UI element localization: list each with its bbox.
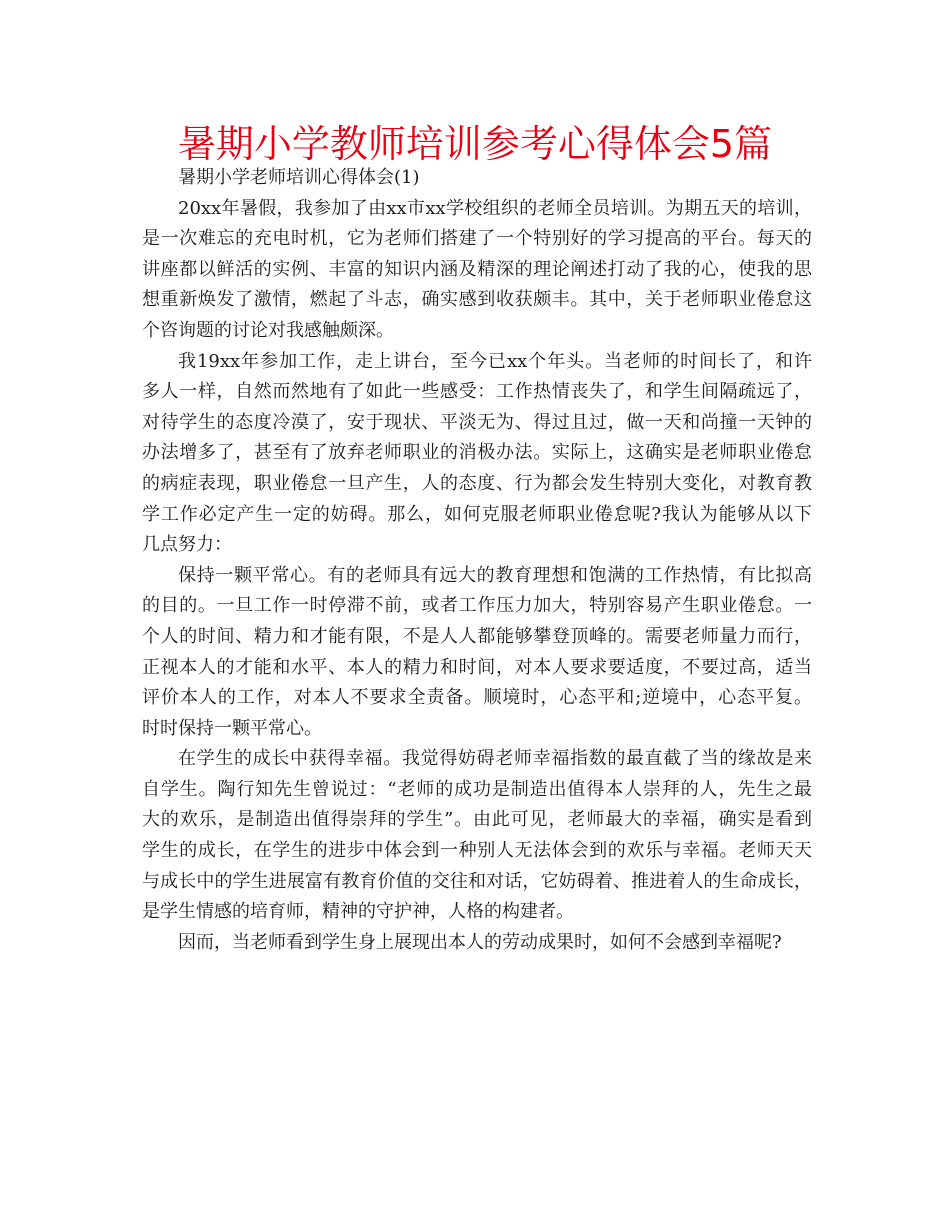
text-line: 学工作必定产生一定的妨碍。那么，如何克服老师职业倦怠呢?我认为能够从以下 bbox=[142, 503, 812, 525]
paragraph-5 bbox=[142, 928, 812, 959]
text-line: 时时保持一颗平常心。 bbox=[142, 717, 322, 739]
text-line: 与成长中的学生进展富有教育价值的交往和对话，它妨碍着、推进着人的生命成长， bbox=[142, 870, 812, 892]
section-subtitle: 暑期小学老师培训心得体会(1) bbox=[178, 167, 420, 188]
text-line: 想重新焕发了激情，燃起了斗志，确实感到收获颇丰。其中，关于老师职业倦怠这 bbox=[142, 289, 812, 311]
text-line: 的目的。一旦工作一时停滞不前，或者工作压力加大，特别容易产生职业倦怠。一 bbox=[142, 595, 812, 617]
text-line: 的病症表现，职业倦怠一旦产生，人的态度、行为都会发生特别大变化，对教育教 bbox=[142, 472, 812, 494]
text-line: 自学生。陶行知先生曾说过：“老师的成功是制造出值得本人崇拜的人，先生之最 bbox=[142, 778, 812, 800]
text-line: 几点努力： bbox=[142, 534, 232, 556]
text-line: 办法增多了，甚至有了放弃老师职业的消极办法。实际上，这确实是老师职业倦怠 bbox=[142, 442, 812, 464]
paragraph-3 bbox=[142, 561, 812, 745]
paragraph-1 bbox=[142, 194, 812, 347]
text-line: 我19xx年参加工作，走上讲台，至今已xx个年头。当老师的时间长了，和许 bbox=[178, 350, 812, 372]
text-line: 评价本人的工作，对本人不要求全责备。顺境时，心态平和;逆境中，心态平复。 bbox=[142, 687, 812, 709]
text-line: 学生的成长，在学生的进步中体会到一种别人无法体会到的欢乐与幸福。老师天天 bbox=[142, 840, 812, 862]
text-line: 正视本人的才能和水平、本人的精力和时间，对本人要求要适度，不要过高，适当 bbox=[142, 656, 812, 678]
text-line: 在学生的成长中获得幸福。我觉得妨碍老师幸福指数的最直截了当的缘故是来 bbox=[178, 748, 812, 770]
document-title: 暑期小学教师培训参考心得体会5篇 bbox=[177, 122, 773, 166]
text-line: 多人一样，自然而然地有了如此一些感受：工作热情丧失了，和学生间隔疏远了， bbox=[142, 381, 812, 403]
paragraph-2 bbox=[142, 347, 812, 561]
text-line: 保持一颗平常心。有的老师具有远大的教育理想和饱满的工作热情，有比拟高 bbox=[178, 564, 812, 586]
text-line: 讲座都以鲜活的实例、丰富的知识内涵及精深的理论阐述打动了我的心，使我的思 bbox=[142, 258, 812, 280]
paragraph-4 bbox=[142, 744, 812, 928]
text-line: 个咨询题的讨论对我感触颇深。 bbox=[142, 319, 394, 341]
text-line: 因而，当老师看到学生身上展现出本人的劳动成果时，如何不会感到幸福呢? bbox=[178, 931, 782, 953]
document-body bbox=[142, 163, 812, 958]
text-line: 个人的时间、精力和才能有限，不是人人都能够攀登顶峰的。需要老师量力而行， bbox=[142, 625, 812, 647]
text-line: 20xx年暑假，我参加了由xx市xx学校组织的老师全员培训。为期五天的培训， bbox=[178, 197, 812, 219]
text-line: 大的欢乐，是制造出值得崇拜的学生”。由此可见，老师最大的幸福，确实是看到 bbox=[142, 809, 812, 831]
text-line: 是学生情感的培育师，精神的守护神，人格的构建者。 bbox=[142, 901, 574, 923]
text-line: 对待学生的态度冷漠了，安于现状、平淡无为、得过且过，做一天和尚撞一天钟的 bbox=[142, 411, 812, 433]
text-line: 是一次难忘的充电时机，它为老师们搭建了一个特别好的学习提高的平台。每天的 bbox=[142, 228, 812, 250]
